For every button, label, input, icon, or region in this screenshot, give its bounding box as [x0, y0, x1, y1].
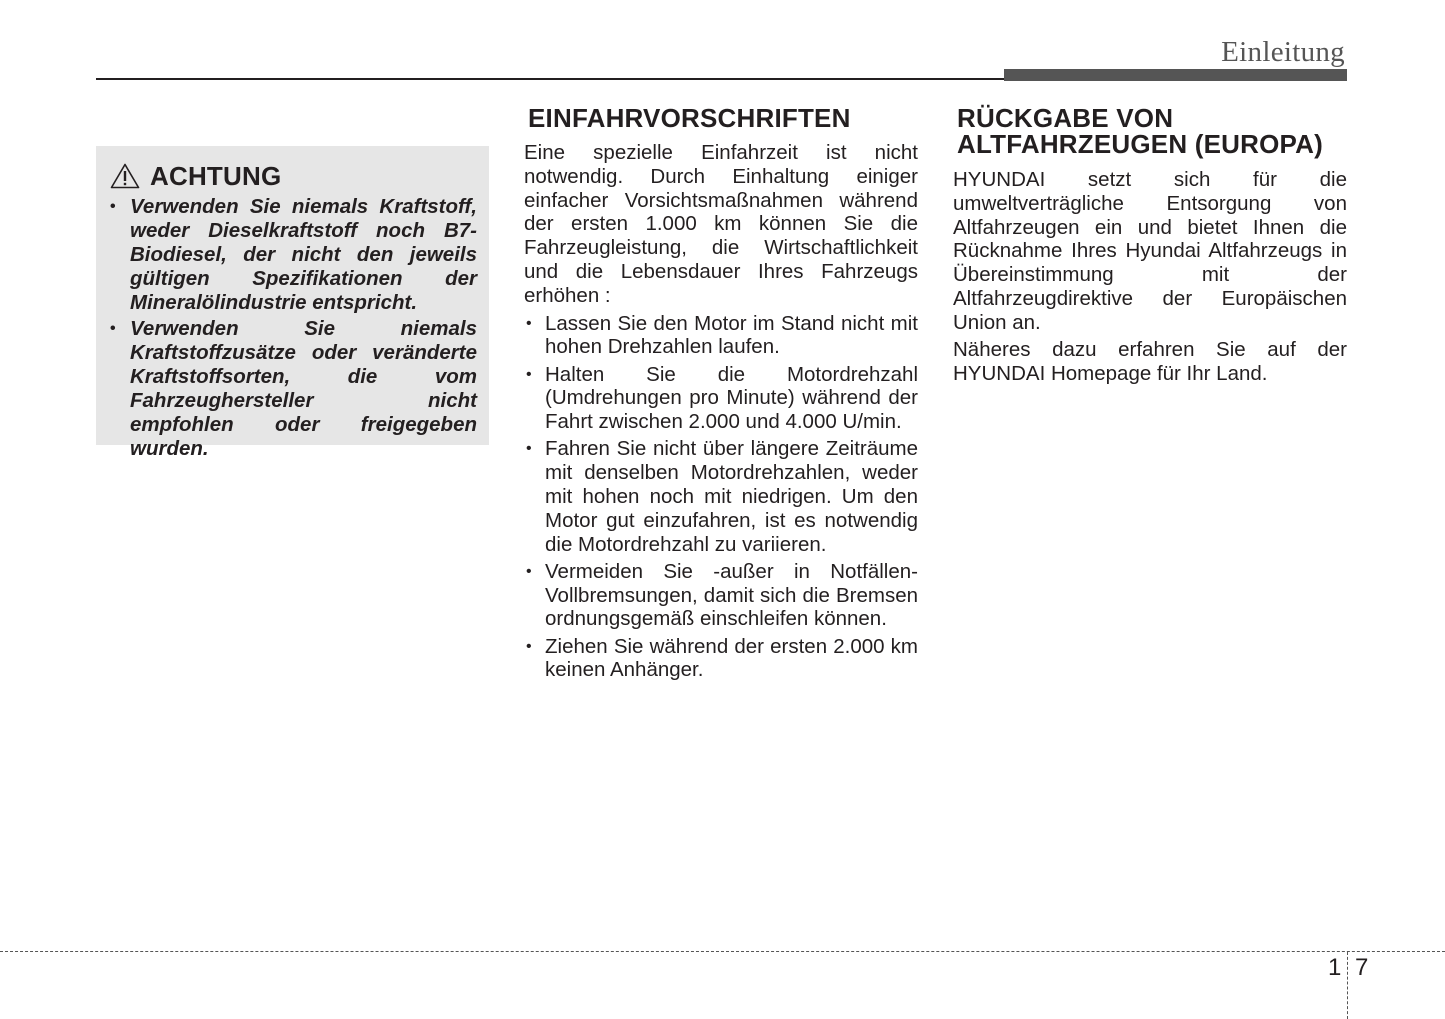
warning-header — [110, 160, 477, 192]
warning-triangle-icon — [110, 163, 140, 189]
rueckgabe-heading-line2: ALTFAHRZEUGEN (EUROPA) — [957, 129, 1323, 159]
einfahr-intro: Eine spezielle Einfahrzeit ist nicht notwendig. Durch Einhaltung einiger einfacher Vorsichtsmaßnahmen während der ersten 1.000 km können Sie die Fahrzeugleistung, die Wirtschaftlichkeit und die Lebensdauer Ihres Fahrzeugs erhöhen : — [524, 141, 918, 307]
chapter-number: 1 — [1328, 954, 1342, 981]
footer-dashed-line — [0, 951, 1445, 952]
warning-item: • Verwenden Sie niemals Kraftstoffzusätze oder veränderte Kraftstoffsorten, die vom Fahrzeughersteller nicht empfohlen oder freigegeben wurden. — [108, 317, 477, 461]
footer-dashed-divider — [1347, 952, 1348, 1019]
einfahr-heading: EINFAHRVORSCHRIFTEN — [528, 103, 851, 133]
rueckgabe-heading-line1: RÜCKGABE VON — [957, 103, 1174, 133]
section-title: Einleitung — [1221, 36, 1345, 68]
warning-list — [108, 195, 477, 461]
warning-title: ACHTUNG — [150, 160, 282, 191]
rueckgabe-section — [953, 105, 1347, 386]
list-item: • Ziehen Sie während der ersten 2.000 km keinen Anhänger. — [524, 635, 918, 683]
page-number: 7 — [1355, 954, 1369, 981]
warning-item: • Verwenden Sie niemals Kraftstoff, weder Dieselkraftstoff noch B7-Biodiesel, der nicht den jeweils gültigen Spezifikationen der Mineralölindustrie entspricht. — [108, 195, 477, 315]
list-item: • Lassen Sie den Motor im Stand nicht mit hohen Drehzahlen laufen. — [524, 312, 918, 360]
list-item: • Halten Sie die Motordrehzahl (Umdrehungen pro Minute) während der Fahrt zwischen 2.000 und 4.000 U/min. — [524, 363, 918, 434]
einfahr-bullets — [524, 312, 918, 683]
header-rule-thin — [96, 78, 1006, 80]
warning-box — [96, 146, 489, 460]
einfahr-section — [524, 105, 918, 685]
rueckgabe-para1: HYUNDAI setzt sich für die umweltverträgliche Entsorgung von Altfahrzeugen ein und bietet Ihnen die Rücknahme Ihres Hyundai Altfahrzeugs in Übereinstimmung mit der Altfahrzeugdirektive der Europäischen Union an. — [953, 168, 1347, 334]
header-rule-thick — [1004, 69, 1347, 81]
list-item: • Vermeiden Sie -außer in Notfällen- Vollbremsungen, damit sich die Bremsen ordnungsgemäß einschleifen können. — [524, 560, 918, 631]
list-item: • Fahren Sie nicht über längere Zeiträume mit denselben Motordrehzahlen, weder mit hohen noch mit niedrigen. Um den Motor gut einzufahren, ist es notwendig die Motordrehzahl zu variieren. — [524, 437, 918, 556]
rueckgabe-para2: Näheres dazu erfahren Sie auf der HYUNDAI Homepage für Ihr Land. — [953, 338, 1347, 385]
